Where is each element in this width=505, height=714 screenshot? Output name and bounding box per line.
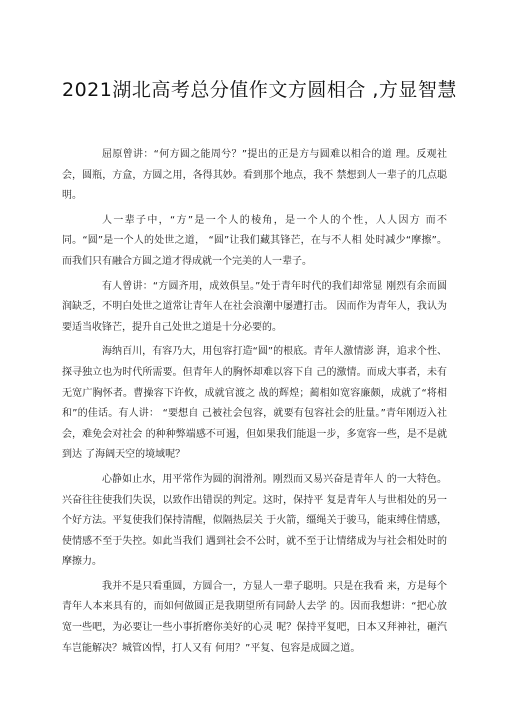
paragraph-3: 有人曾讲：“方圆齐用，成效俱呈。”处于青年时代的我们却常显 刚烈有余而圆润缺乏，不明白处世之道常让青年人在社会浪潮中屡遭打击。 因而作为青年人，我认为要适当收锋芒，提升自己处世之道是十分必要的。 bbox=[62, 280, 447, 333]
document-title: 2021湖北高考总分值作文方圆相合 ,方显智慧 bbox=[62, 79, 457, 101]
paragraph-4: 海纳百川，有容乃大，用包容打造“圆”的根底。青年人激情澎 湃，追求个性、探寻独立也为时代所需要。但青年人的胸怀却难以容下自 己的激情。而成大事者，未有无宽广胸怀者。曹操容下许攸，成就官渡之 战的辉煌；蔺相如宽容廉颇，成就了“将相和”的佳话。有人讲： “要想自 己被社会包容，就要有包容社会的肚量。”青年刚迈入社会，难免会对社会 的种种弊端感不可遏，但如果我们能退一步，多宽容一些，是不是就到达 了海阔天空的境域呢？ bbox=[62, 346, 447, 461]
paragraph-5: 心静如止水，用平常作为圆的润滑剂。刚烈而又易兴奋是青年人 的一大特色。兴奋往往使我们失误，以致作出错误的判定。这时，保持平 复是青年人与世相处的另一个好方法。平复使我们保持清醒，似隔热层关 于火箭，缰绳关于骏马，能束缚住情感，使情感不至于失控。如此当我们 遇到社会不公时，就不至于让情绪成为与社会相处时的摩擦力。 bbox=[62, 473, 447, 568]
paragraph-6: 我并不是只看重圆，方圆合一，方显人一辈子聪明。只是在我看 来，方是每个青年人本来具有的，而如何做圆正是我期望所有同龄人去学 的。因而我想讲：“把心放宽一些吧，为必要让一些小事折磨你美好的心灵 呢？保持平复吧，日本又拜神社，砸汽车岂能解决？城管凶悍，打人又有 何用？”平复、包容是成圆之道。 bbox=[62, 580, 447, 654]
paragraph-1: 屈原曾讲：“何方圆之能周兮？”提出的正是方与圆难以相合的道 理。反观社会，圆瓶，方盒，方圆之用，各得其妙。看到那个地点，我不 禁想到人一辈子的几点聪明。 bbox=[62, 149, 447, 202]
document-body bbox=[62, 145, 447, 663]
paragraph-2: 人一辈子中，“方”是一个人的棱角，是一个人的个性，人人因方 而不同。“圆”是一个人的处世之道， “圆”让我们藏其锋芒，在与不人相 处时减少“摩擦”。而我们只有融合方圆之道才得成就一个完美的人一辈子。 bbox=[62, 214, 447, 267]
